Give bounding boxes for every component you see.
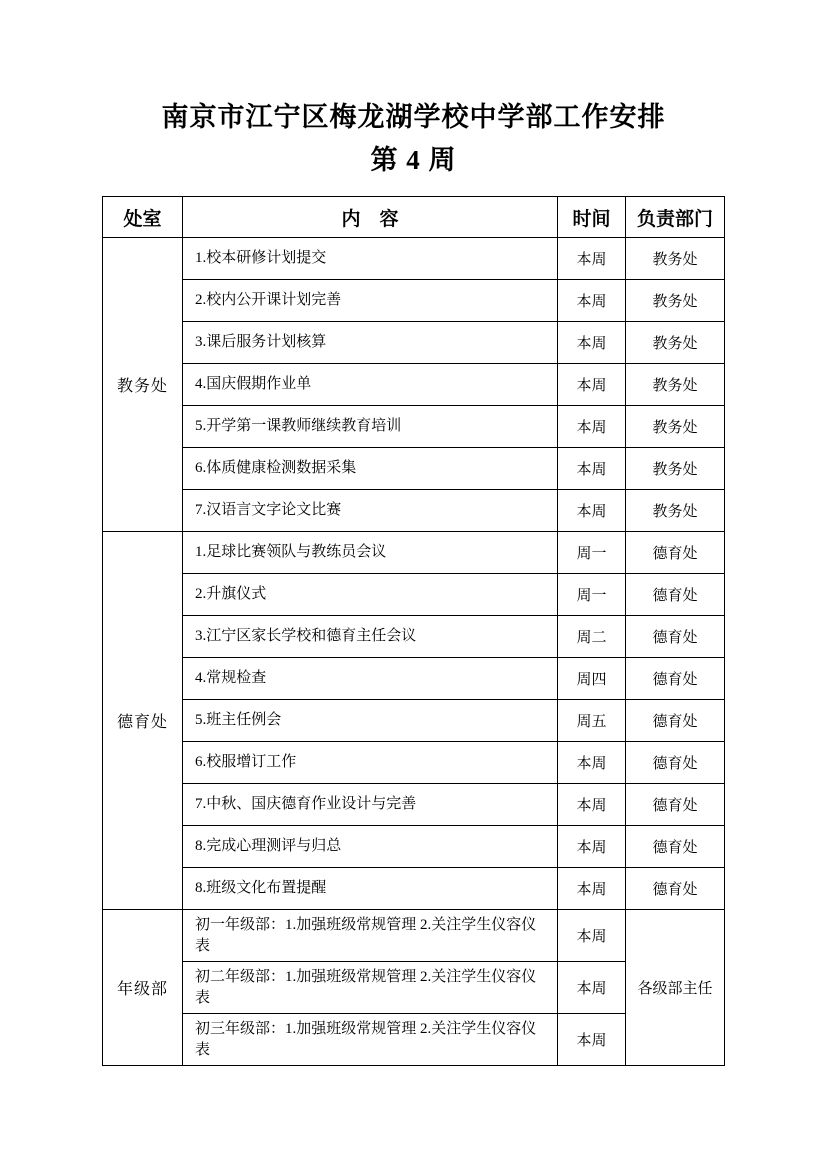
dept-cell-merged: 各级部主任 xyxy=(626,910,725,1066)
dept-cell: 教务处 xyxy=(626,364,725,406)
table-row xyxy=(103,742,725,784)
work-schedule-table xyxy=(102,196,725,1066)
content-cell: 初一年级部：1.加强班级常规管理 2.关注学生仪容仪表 xyxy=(183,910,558,962)
dept-cell: 教务处 xyxy=(626,280,725,322)
time-cell: 本周 xyxy=(558,826,626,868)
time-cell: 本周 xyxy=(558,784,626,826)
office-cell-nianjibu: 年级部 xyxy=(103,910,183,1066)
time-cell: 周二 xyxy=(558,616,626,658)
page-subtitle: 第 4 周 xyxy=(370,145,457,175)
time-cell: 周五 xyxy=(558,700,626,742)
dept-cell: 教务处 xyxy=(626,238,725,280)
header-time: 时间 xyxy=(558,197,626,238)
time-cell: 本周 xyxy=(558,322,626,364)
page-title: 南京市江宁区梅龙湖学校中学部工作安排 xyxy=(161,102,666,132)
dept-cell: 德育处 xyxy=(626,574,725,616)
content-cell: 初三年级部：1.加强班级常规管理 2.关注学生仪容仪表 xyxy=(183,1014,558,1066)
time-cell: 本周 xyxy=(558,406,626,448)
content-cell: 3.江宁区家长学校和德育主任会议 xyxy=(183,616,558,658)
dept-cell: 德育处 xyxy=(626,616,725,658)
time-cell: 本周 xyxy=(558,868,626,910)
content-cell: 4.常规检查 xyxy=(183,658,558,700)
table-row xyxy=(103,364,725,406)
content-cell: 7.中秋、国庆德育作业设计与完善 xyxy=(183,784,558,826)
table-header-row xyxy=(103,197,725,238)
content-cell: 3.课后服务计划核算 xyxy=(183,322,558,364)
dept-cell: 德育处 xyxy=(626,826,725,868)
time-cell: 本周 xyxy=(558,364,626,406)
content-cell: 4.国庆假期作业单 xyxy=(183,364,558,406)
header-dept: 负责部门 xyxy=(626,197,725,238)
table-row xyxy=(103,826,725,868)
content-cell: 初二年级部：1.加强班级常规管理 2.关注学生仪容仪表 xyxy=(183,962,558,1014)
table-row xyxy=(103,658,725,700)
table-row xyxy=(103,532,725,574)
header-office: 处室 xyxy=(103,197,183,238)
content-cell: 1.足球比赛领队与教练员会议 xyxy=(183,532,558,574)
office-cell-jiaowuchu: 教务处 xyxy=(103,238,183,532)
content-cell: 1.校本研修计划提交 xyxy=(183,238,558,280)
time-cell: 周一 xyxy=(558,532,626,574)
time-cell: 周一 xyxy=(558,574,626,616)
content-cell: 5.开学第一课教师继续教育培训 xyxy=(183,406,558,448)
time-cell: 本周 xyxy=(558,448,626,490)
content-cell: 2.升旗仪式 xyxy=(183,574,558,616)
table-row xyxy=(103,406,725,448)
dept-cell: 教务处 xyxy=(626,490,725,532)
table-row xyxy=(103,490,725,532)
content-cell: 7.汉语言文字论文比赛 xyxy=(183,490,558,532)
dept-cell: 教务处 xyxy=(626,406,725,448)
table-row xyxy=(103,322,725,364)
time-cell: 本周 xyxy=(558,280,626,322)
dept-cell: 德育处 xyxy=(626,700,725,742)
content-cell: 8.完成心理测评与归总 xyxy=(183,826,558,868)
table-row xyxy=(103,280,725,322)
content-cell: 6.体质健康检测数据采集 xyxy=(183,448,558,490)
dept-cell: 德育处 xyxy=(626,532,725,574)
table-row xyxy=(103,868,725,910)
table-row xyxy=(103,910,725,962)
dept-cell: 教务处 xyxy=(626,448,725,490)
table-row xyxy=(103,448,725,490)
table-row xyxy=(103,616,725,658)
dept-cell: 德育处 xyxy=(626,868,725,910)
content-cell: 8.班级文化布置提醒 xyxy=(183,868,558,910)
dept-cell: 德育处 xyxy=(626,784,725,826)
content-cell: 2.校内公开课计划完善 xyxy=(183,280,558,322)
dept-cell: 教务处 xyxy=(626,322,725,364)
dept-cell: 德育处 xyxy=(626,742,725,784)
time-cell: 周四 xyxy=(558,658,626,700)
time-cell: 本周 xyxy=(558,1014,626,1066)
time-cell: 本周 xyxy=(558,742,626,784)
time-cell: 本周 xyxy=(558,910,626,962)
table-row xyxy=(103,574,725,616)
content-cell: 5.班主任例会 xyxy=(183,700,558,742)
table-row xyxy=(103,238,725,280)
table-row xyxy=(103,784,725,826)
header-content: 内 容 xyxy=(183,197,558,238)
time-cell: 本周 xyxy=(558,962,626,1014)
time-cell: 本周 xyxy=(558,238,626,280)
content-cell: 6.校服增订工作 xyxy=(183,742,558,784)
dept-cell: 德育处 xyxy=(626,658,725,700)
office-cell-deyuchu: 德育处 xyxy=(103,532,183,910)
time-cell: 本周 xyxy=(558,490,626,532)
table-row xyxy=(103,700,725,742)
